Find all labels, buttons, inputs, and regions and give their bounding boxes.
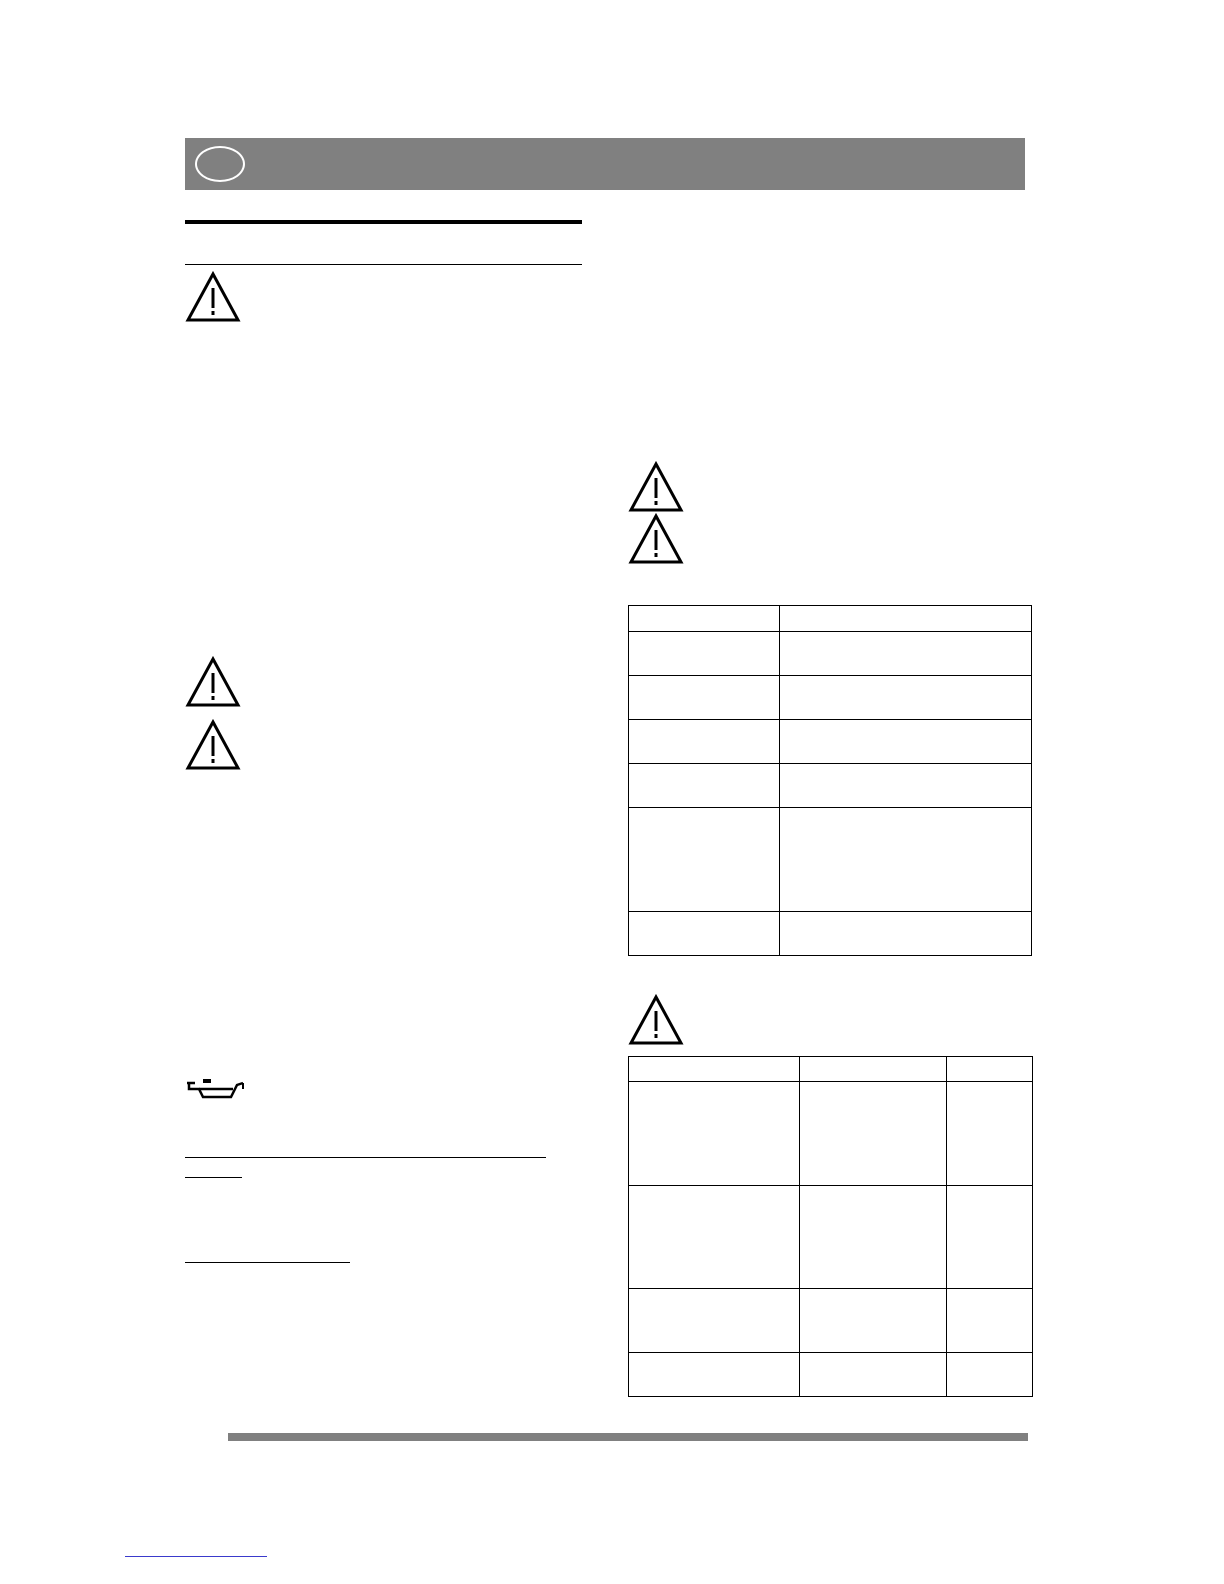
underline-rule <box>185 1177 242 1178</box>
footer-link-underline[interactable] <box>125 1556 267 1557</box>
table-cell <box>947 1353 1033 1397</box>
table-cell <box>779 808 1031 912</box>
table-cell <box>629 764 780 808</box>
table-row <box>629 764 1032 808</box>
warning-triangle-icon <box>185 271 241 323</box>
table-cell <box>799 1082 947 1186</box>
footer-bar <box>228 1433 1028 1441</box>
table-row <box>629 676 1032 720</box>
table-cell <box>779 764 1031 808</box>
spec-table <box>628 605 1032 956</box>
table-row <box>629 1057 1033 1082</box>
table-cell <box>629 720 780 764</box>
table-cell <box>947 1082 1033 1186</box>
table-cell <box>779 632 1031 676</box>
table-row <box>629 1082 1033 1186</box>
warning-triangle-icon <box>628 513 684 565</box>
table-row <box>629 912 1032 956</box>
header-bar <box>185 138 1025 190</box>
table-cell <box>629 1082 800 1186</box>
section-thick-rule <box>185 220 582 224</box>
warning-triangle-icon <box>628 461 684 513</box>
maintenance-table <box>628 1056 1033 1397</box>
table-cell <box>629 632 780 676</box>
warning-triangle-icon <box>185 719 241 771</box>
table-cell <box>779 606 1031 632</box>
table-cell <box>947 1186 1033 1289</box>
table-row <box>629 808 1032 912</box>
warning-triangle-icon <box>628 994 684 1046</box>
table-cell <box>799 1289 947 1353</box>
table-row <box>629 720 1032 764</box>
table-cell <box>629 1057 800 1082</box>
table-cell <box>779 912 1031 956</box>
table-cell <box>947 1057 1033 1082</box>
table-cell <box>779 720 1031 764</box>
table-row <box>629 1186 1033 1289</box>
oil-can-icon <box>185 1077 245 1101</box>
table-cell <box>799 1057 947 1082</box>
table-cell <box>629 606 780 632</box>
table-cell <box>629 912 780 956</box>
table-cell <box>629 676 780 720</box>
section-thin-rule <box>185 264 582 265</box>
table-cell <box>629 1289 800 1353</box>
table-cell <box>799 1186 947 1289</box>
warning-triangle-icon <box>185 656 241 708</box>
underline-rule <box>185 1262 350 1263</box>
table-cell <box>947 1289 1033 1353</box>
table-cell <box>779 676 1031 720</box>
table-row <box>629 1353 1033 1397</box>
table-cell <box>629 1353 800 1397</box>
table-row <box>629 606 1032 632</box>
table-row <box>629 1289 1033 1353</box>
language-badge <box>195 146 245 182</box>
table-cell <box>799 1353 947 1397</box>
table-row <box>629 632 1032 676</box>
table-cell <box>629 808 780 912</box>
underline-rule <box>185 1157 546 1158</box>
table-cell <box>629 1186 800 1289</box>
